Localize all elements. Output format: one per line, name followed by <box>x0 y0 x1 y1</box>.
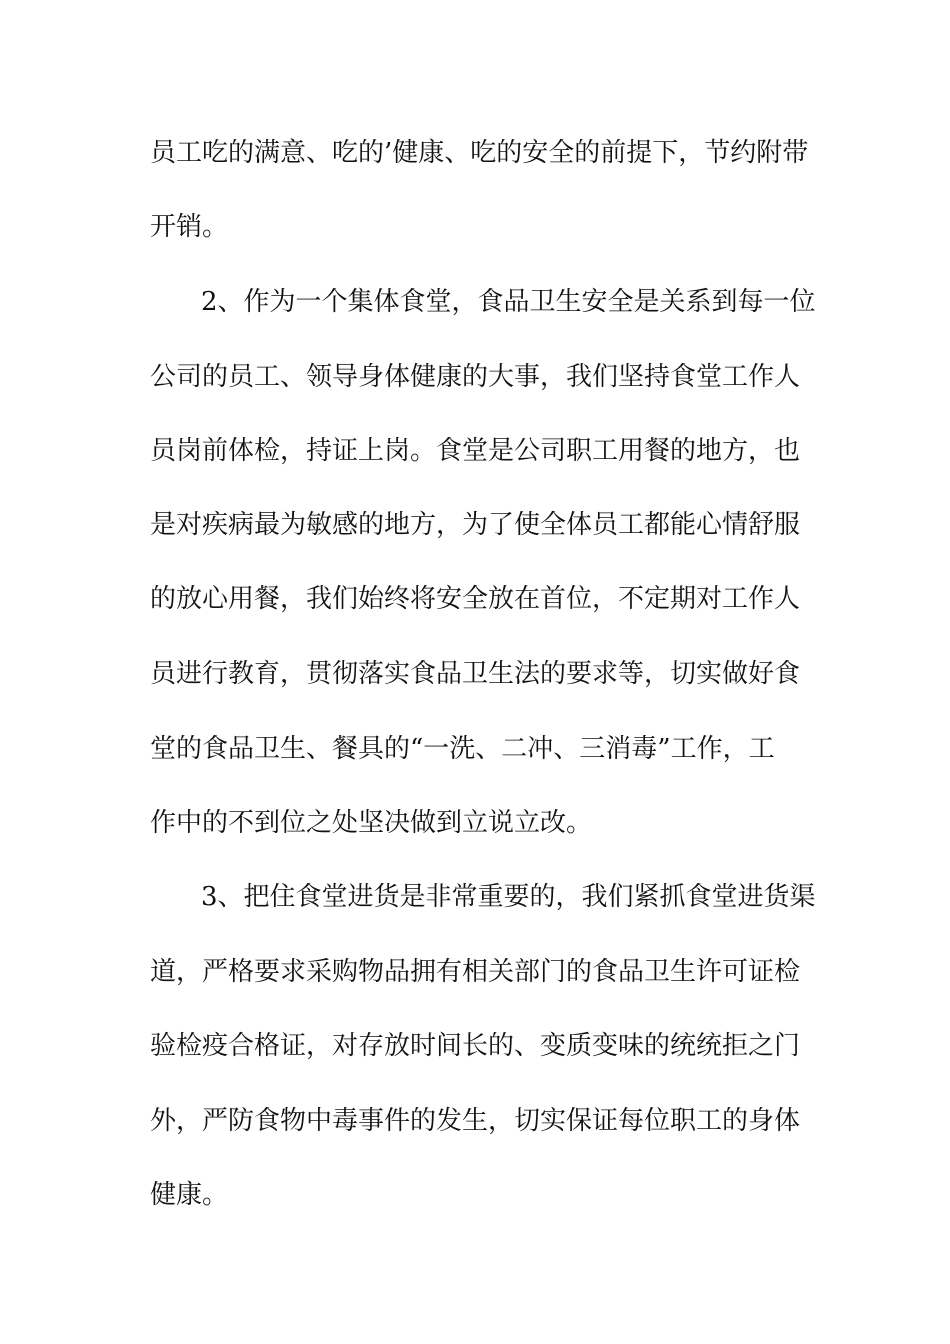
text-line: 外，严防食物中毒事件的发生，切实保证每位职工的身体 <box>150 1106 801 1136</box>
text-line: 员岗前体检，持证上岗。食堂是公司职工用餐的地方，也 <box>150 436 801 466</box>
text-line: 验检疫合格证，对存放时间长的、变质变味的统统拒之门 <box>150 1031 801 1061</box>
text-line: 3、把住食堂进货是非常重要的，我们紧抓食堂进货渠 <box>201 882 816 912</box>
text-line: 开销。 <box>150 212 229 242</box>
text-line: 的放心用餐，我们始终将安全放在首位，不定期对工作人 <box>150 584 801 614</box>
text-line: 是对疾病最为敏感的地方，为了使全体员工都能心情舒服 <box>150 510 801 540</box>
text-line: 员进行教育，贯彻落实食品卫生法的要求等，切实做好食 <box>150 659 801 689</box>
text-line: 作中的不到位之处坚决做到立说立改。 <box>150 808 593 838</box>
text-line: 公司的员工、领导身体健康的大事，我们坚持食堂工作人 <box>150 362 801 392</box>
text-line: 健康。 <box>150 1180 229 1210</box>
text-line: 员工吃的满意、吃的’健康、吃的安全的前提下，节约附带 <box>150 138 809 168</box>
text-line: 堂的食品卫生、餐具的“一洗、二冲、三消毒”工作，工 <box>150 734 775 764</box>
text-line: 2、作为一个集体食堂，食品卫生安全是关系到每一位 <box>201 287 816 317</box>
text-line: 道，严格要求采购物品拥有相关部门的食品卫生许可证检 <box>150 957 801 987</box>
